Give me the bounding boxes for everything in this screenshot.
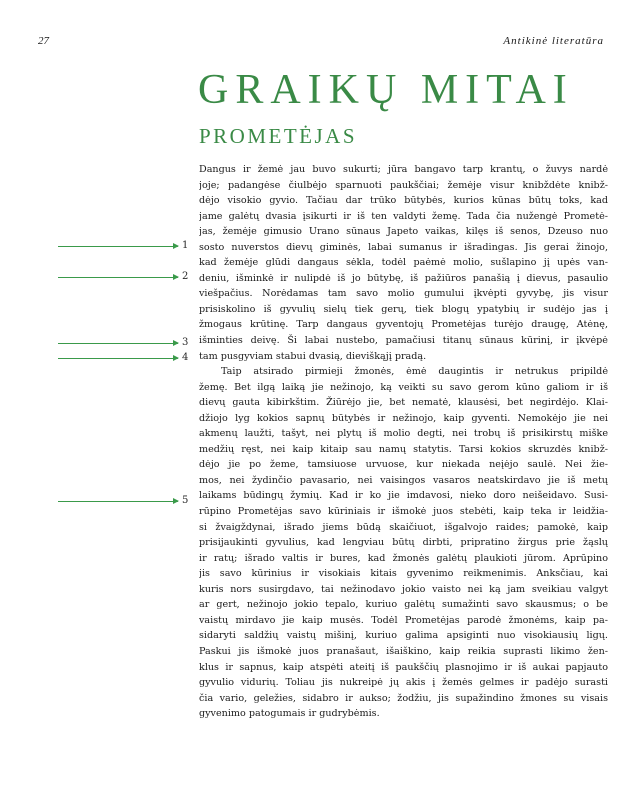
text-line: laikams būdingų žymių. Kad ir ko jie imdavosi, nieko doro neišeidavo. Susi- bbox=[199, 490, 608, 502]
text-line: mos, nei žydinčio pavasario, nei vaisingos vasaros neatskirdavo jie iš metų bbox=[199, 474, 608, 486]
text-line: klus ir sapnus, kaip atspėti ateitį iš paukščių plasnojimo ir iš aukai papjauto bbox=[199, 661, 608, 673]
text-line: vaistų mirdavo jie kaip musės. Todėl Prometėjas parodė žmonėms, kaip pa- bbox=[199, 614, 608, 626]
line-marker-1 bbox=[58, 240, 196, 252]
text-line: deniu, išminkė ir nulipdė iš jo būtybę, iš pažiūros panašią į dievus, pasaulio bbox=[199, 272, 608, 284]
line-marker-5 bbox=[58, 495, 196, 507]
text-line: čia vario, geležies, sidabro ir aukso; žodžiu, jis supažindino žmones su visais bbox=[199, 692, 608, 704]
text-line: medžių ręst, nei kaip kitaip sau namų statytis. Tarsi kokios skruzdės knibž- bbox=[199, 443, 608, 455]
text-line: dėjo visokio gyvio. Tačiau dar trūko būtybės, kurios kūnas būtų toks, kad bbox=[199, 195, 608, 207]
text-line: Dangus ir žemė jau buvo sukurti; jūra bangavo tarp krantų, o žuvys nardė bbox=[199, 164, 608, 175]
text-line: dėjo jie po žeme, tamsiuose urvuose, kur niekada neįėjo saulė. Nei žie- bbox=[199, 459, 608, 471]
text-line: joje; padangėse čiulbėjo sparnuoti paukščiai; žemėje visur knibždėte knibž- bbox=[199, 179, 608, 191]
text-line: išminties deivę. Ši labai nustebo, pamačiusi titanų sūnaus kūrinį, ir įkvėpė bbox=[199, 335, 608, 347]
marker-arrow-line bbox=[58, 246, 178, 247]
text-line: kuris nors susirgdavo, tai nežinodavo jokio vaisto nei ką jam sveikiau valgyt bbox=[199, 583, 608, 595]
marker-number: 1 bbox=[182, 240, 189, 251]
page-number: 27 bbox=[38, 35, 49, 47]
arrow-head-icon bbox=[173, 243, 179, 249]
line-marker-2 bbox=[58, 271, 196, 283]
arrow-head-icon bbox=[173, 274, 179, 280]
text-line: prisijaukinti gyvulius, kad lengviau būtų dirbti, pripratino žirgus prie žąslų bbox=[199, 537, 608, 549]
text-line: ir ratų; išrado valtis ir bures, kad žmonės galėtų plaukioti jūrom. Aprūpino bbox=[199, 552, 608, 564]
marker-arrow-line bbox=[58, 277, 178, 278]
text-line: sosto nuverstos dievų giminės, labai sumanus ir išradingas. Jis gerai žinojo, bbox=[199, 241, 608, 253]
text-line: gyvenimo patogumais ir gudrybėmis. bbox=[199, 708, 380, 720]
text-line: prisiskolino iš gyvulių sielų tiek gerų, tiek blogų ypatybių ir sudėjo jas į bbox=[199, 303, 608, 315]
text-line: žemę. Bet ilgą laiką jie nežinojo, ką veikti su savo gerom kūno galiom ir iš bbox=[199, 381, 608, 393]
arrow-head-icon bbox=[173, 498, 179, 504]
text-line: gyvulio vidurių. Toliau jis nukreipė jų akis į žemės gelmes ir padėjo surasti bbox=[199, 677, 608, 689]
running-head: Antikinė literatūra bbox=[503, 35, 604, 47]
marker-number: 3 bbox=[182, 337, 189, 348]
text-line: žmogaus krūtinę. Tarp dangaus gyventojų Prometėjas turėjo draugę, Atėnę, bbox=[199, 319, 608, 331]
text-line: dievų gauta kibirkštim. Žiūrėjo jie, bet nematė, klausėsi, bet negirdėjo. Klai- bbox=[199, 397, 608, 409]
text-line: Paskui jis išmokė juos pranašaut, išaiškino, kaip reikia suprasti likimo žen- bbox=[199, 645, 608, 657]
text-line: jas, žemėje gimusio Urano sūnaus Japeto vaikas, kilęs iš senos, Dzeuso nuo bbox=[199, 226, 608, 238]
text-line: Taip atsirado pirmieji žmonės, ėmė daugintis ir netrukus pripildė bbox=[221, 366, 608, 378]
marker-arrow-line bbox=[58, 343, 178, 344]
text-line: rūpino Prometėjas savo kūriniais ir išmokė juos stebėti, kaip teka ir leidžia- bbox=[199, 506, 608, 518]
text-line: sidaryti saldžių vaistų mišinį, kuriuo galima apsiginti nuo visokiausių ligų. bbox=[199, 630, 608, 642]
text-line: kad žemėje glūdi dangaus sėkla, todėl paėmė molio, sušlapino jį upės van- bbox=[199, 257, 608, 269]
text-line: tam pusgyviam stabui dvasią, dieviškąjį pradą. bbox=[199, 350, 427, 362]
arrow-head-icon bbox=[173, 355, 179, 361]
marker-arrow-line bbox=[58, 501, 178, 502]
text-line: jame galėtų dvasia įsikurti ir iš ten valdyti žemę. Tada čia nužengė Prometė- bbox=[199, 210, 608, 222]
marker-number: 2 bbox=[182, 271, 189, 282]
marker-number: 5 bbox=[182, 495, 189, 506]
marker-number: 4 bbox=[182, 352, 189, 363]
section-title: PROMETĖJAS bbox=[199, 124, 358, 148]
text-line: akmenų laužti, tašyt, nei plytų iš molio degti, nei trobų iš prisikirstų miške bbox=[199, 428, 608, 440]
chapter-title: GRAIKŲ MITAI bbox=[198, 67, 574, 113]
line-marker-4 bbox=[58, 352, 196, 364]
text-line: viešpačius. Norėdamas tam savo molio gumului įkvėpti gyvybę, jis visur bbox=[199, 288, 608, 300]
marker-arrow-line bbox=[58, 358, 178, 359]
body-text bbox=[199, 162, 608, 722]
text-line: si žvaigždynai, išrado jiems būdą skaičiuot, išgalvojo raides; pamokė, kaip bbox=[199, 521, 608, 533]
text-line: ar gert, nežinojo jokio tepalo, kuriuo galėtų sumažinti savo skausmus; o be bbox=[199, 599, 608, 611]
arrow-head-icon bbox=[173, 340, 179, 346]
text-line: jis savo kūrinius ir visokiais kitais gyvenimo reikmenimis. Anksčiau, kai bbox=[199, 568, 608, 580]
line-marker-3 bbox=[58, 337, 196, 349]
text-line: džiojo lyg kokios sapnų būtybės ir nežinojo, kaip gyventi. Nemokėjo jie nei bbox=[199, 412, 608, 424]
